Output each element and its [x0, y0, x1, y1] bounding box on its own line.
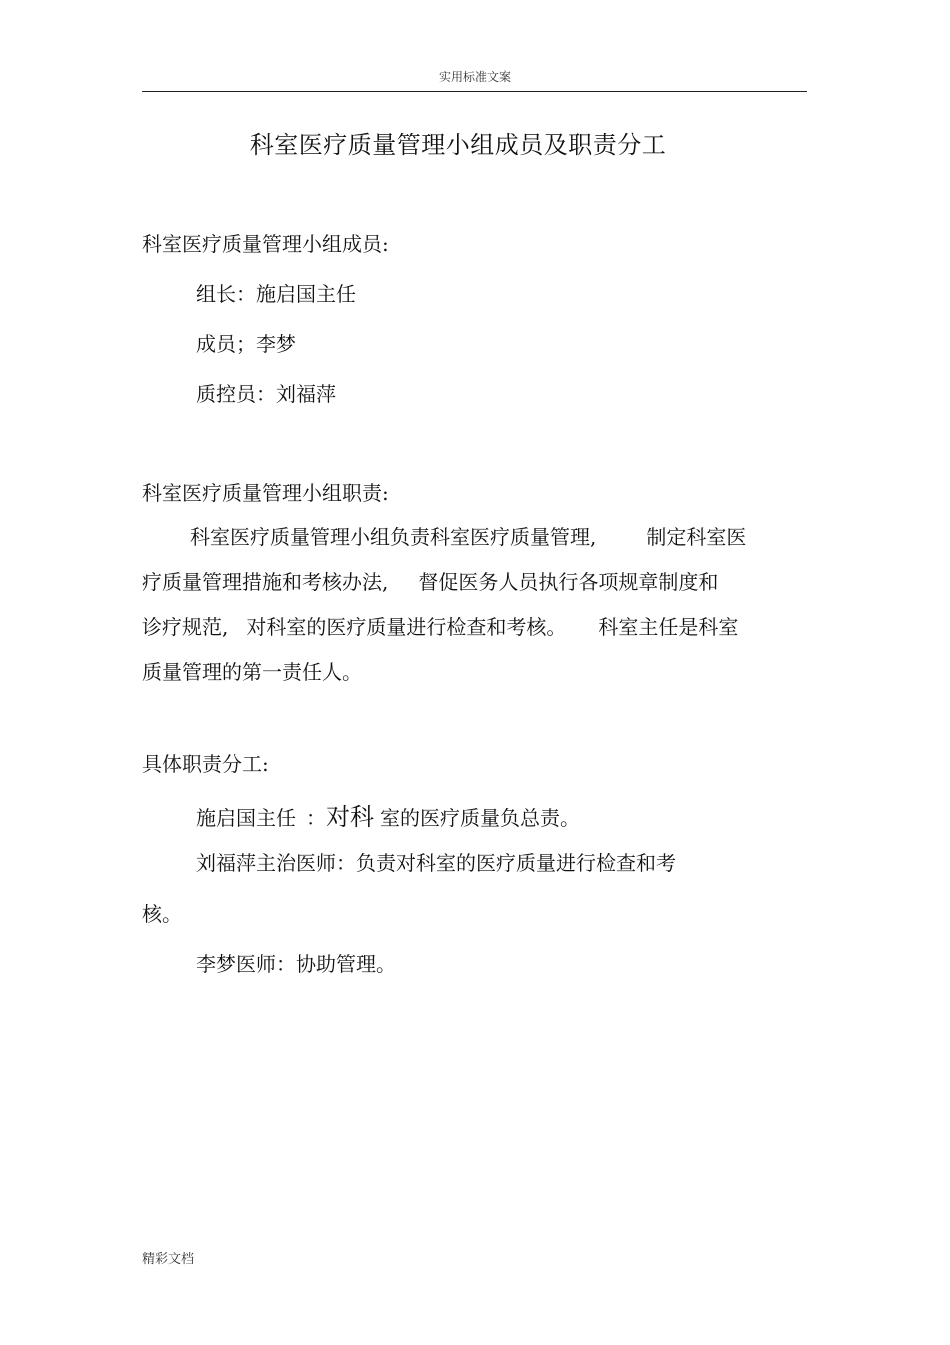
duties-line-2a: 疗质量管理措施和考核办法,	[142, 570, 389, 594]
duties-line-3	[142, 611, 738, 640]
division-item-1-rest: 室的医疗质量负总责。	[380, 806, 580, 830]
duties-line-3a: 诊疗规范,	[142, 615, 229, 639]
division-item-3: 李梦医师：协助管理。	[196, 952, 396, 976]
division-item-2a: 刘福萍主治医师：负责对科室的医疗质量进行检查和考	[196, 851, 676, 875]
members-heading: 科室医疗质量管理小组成员:	[142, 232, 389, 256]
duties-line-1	[190, 521, 746, 550]
duties-line-1a: 科室医疗质量管理小组负责科室医疗质量管理,	[190, 525, 597, 549]
member-member: 成员；李梦	[196, 332, 296, 356]
division-item-1-big: 对科	[326, 803, 374, 831]
duties-heading: 科室医疗质量管理小组职责:	[142, 481, 389, 505]
page-header: 实用标准文案	[438, 70, 511, 84]
page-footer: 精彩文档	[142, 1252, 195, 1267]
division-item-1-name: 施启国主任	[196, 806, 296, 830]
duties-line-3b: 对科室的医疗质量进行检查和考核。	[246, 615, 567, 639]
header-rule	[142, 91, 807, 92]
duties-line-2	[142, 566, 718, 595]
division-heading: 具体职责分工:	[142, 752, 269, 776]
member-leader: 组长：施启国主任	[196, 282, 356, 306]
duties-line-4: 质量管理的第一责任人。	[142, 660, 362, 684]
division-item-1	[196, 797, 580, 832]
duties-line-1b: 制定科室医	[646, 525, 747, 549]
member-qc: 质控员：刘福萍	[196, 382, 336, 406]
document-title: 科室医疗质量管理小组成员及职责分工	[249, 131, 667, 159]
duties-line-2b: 督促医务人员执行各项规章制度和	[418, 570, 719, 594]
division-item-2b: 核。	[142, 902, 182, 926]
duties-line-3c: 科室主任是科室	[598, 615, 739, 639]
division-item-1-colon: ：	[306, 806, 326, 830]
